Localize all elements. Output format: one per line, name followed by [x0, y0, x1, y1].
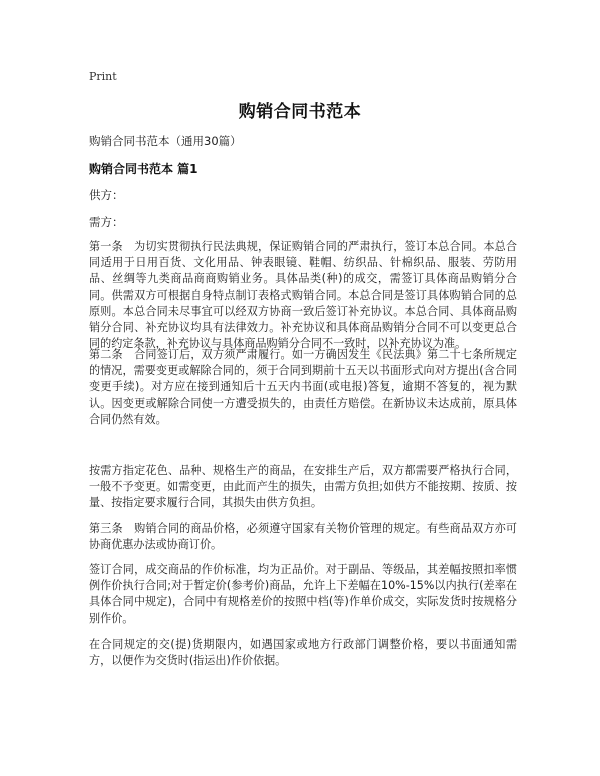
paragraph-pricing-standard: 签订合同，成交商品的作价标准，均为正品价。对于副品、等级品，其差幅按照扣率惯例作价执行合同;对于暂定价(参考价)商品，允许上下差幅在10%-15%以内执行(差率在具体合同中规定)，合同中有规格差价的按照中档(等)作单价成交，实际发货时按规格分别作价。 — [89, 563, 517, 625]
paragraph-article-1: 第一条 为切实贯彻执行民法典规，保证购销合同的严肃执行，签订本总合同。本总合同适用于日用百货、文化用品、钟表眼镜、鞋帽、纺织品、针棉织品、服装、劳防用品、丝绸等九类商品商商购销业务。具体品类(种)的成交，需签订具体商品购销分合同。供需双方可根据自身特点制订表格式购销合同。本总合同是签订具体购销合同的总原则。本总合同未尽事宜可以经双方协商一致后签订补充协议。本总合同、具体商品购销分合同、补充协议均具有法律效力。补充协议和具体商品购销分合同不可以变更总合同的约定条款，补充协议与具体商品购销分合同不一致时，以补充协议为准。 — [89, 240, 517, 351]
print-label: Print — [89, 70, 117, 83]
buyer-label: 需方： — [89, 215, 124, 229]
paragraph-price-adjustment: 在合同规定的交(提)货期限内，如遇国家或地方行政部门调整价格，要以书面通知需方，以便作为交货时(指运出)作价依据。 — [89, 638, 517, 668]
section-heading: 购销合同书范本 篇1 — [89, 162, 198, 176]
paragraph-article-2: 第二条 合同签订后，双方须严肃履行。如一方确因发生《民法典》第二十七条所规定的情况，需要变更或解除合同的，须于合同到期前十五天以书面形式向对方提出(含合同变更手续)。对方应在接到通知后十五天内书面(或电报)答复，逾期不答复的，视为默认。因变更或解除合同使一方遭受损失的，由责任方赔偿。在新协议未达成前，原具体合同仍然有效。 — [89, 348, 517, 426]
page-title: 购销合同书范本 — [238, 102, 362, 122]
document-subtitle: 购销合同书范本（通用30篇） — [89, 134, 242, 148]
supplier-label: 供方： — [89, 188, 124, 202]
paragraph-article-2-cont: 按需方指定花色、品种、规格生产的商品，在安排生产后，双方都需要严格执行合同，一般不予变更。如需变更，由此而产生的损失，由需方负担;如供方不能按期、按质、按量、按指定要求履行合同，其损失由供方负担。 — [89, 464, 517, 510]
paragraph-article-3: 第三条 购销合同的商品价格，必须遵守国家有关物价管理的规定。有些商品双方亦可协商优惠办法或协商订价。 — [89, 522, 517, 552]
